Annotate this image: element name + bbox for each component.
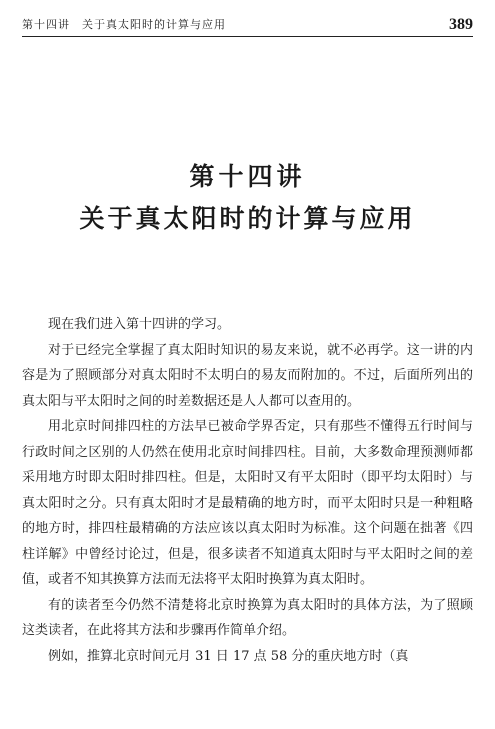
page-header: [22, 10, 473, 37]
lecture-number: 第十四讲: [189, 162, 306, 191]
paragraph: 有的读者至今仍然不清楚将北京时换算为真太阳时的具体方法，为了照顾这类读者，在此将其方法和步骤再作简单介绍。: [22, 597, 473, 638]
page-number: 389: [449, 16, 473, 33]
paragraph: 例如，推算北京时间元月 31 日 17 点 58 分的重庆地方时（真: [48, 648, 409, 664]
paragraph: 现在我们进入第十四讲的学习。: [48, 317, 231, 332]
body-text: [22, 312, 473, 669]
paragraph: 用北京时间排四柱的方法早已被命学界否定，只有那些不懂得五行时间与行政时间之区别的人仍然在使用北京时间排四柱。目前，大多数命理预测师都采用地方时即太阳时排四柱。但是，太阳时又有平太阳时（即平均太阳时）与真太阳时之分。只有真太阳时才是最精确的地方时，而平太阳时只是一种粗略的地方时，排四柱最精确的方法应该以真太阳时为标准。这个问题在拙著《四柱详解》中曾经讨论过，但是，很多读者不知道真太阳时与平太阳时之间的差值，或者不知其换算方法而无法将平太阳时换算为真太阳时。: [22, 419, 473, 587]
paragraph: 对于已经完全掌握了真太阳时知识的易友来说，就不必再学。这一讲的内容是为了照顾部分对真太阳时不太明白的易友而附加的。不过，后面所列出的真太阳与平太阳时之间的时差数据还是人人都可以查用的。: [22, 342, 473, 409]
chapter-title-block: [0, 160, 495, 236]
lecture-title: 关于真太阳时的计算与应用: [79, 204, 416, 233]
running-head: 第十四讲 关于真太阳时的计算与应用: [22, 18, 226, 31]
